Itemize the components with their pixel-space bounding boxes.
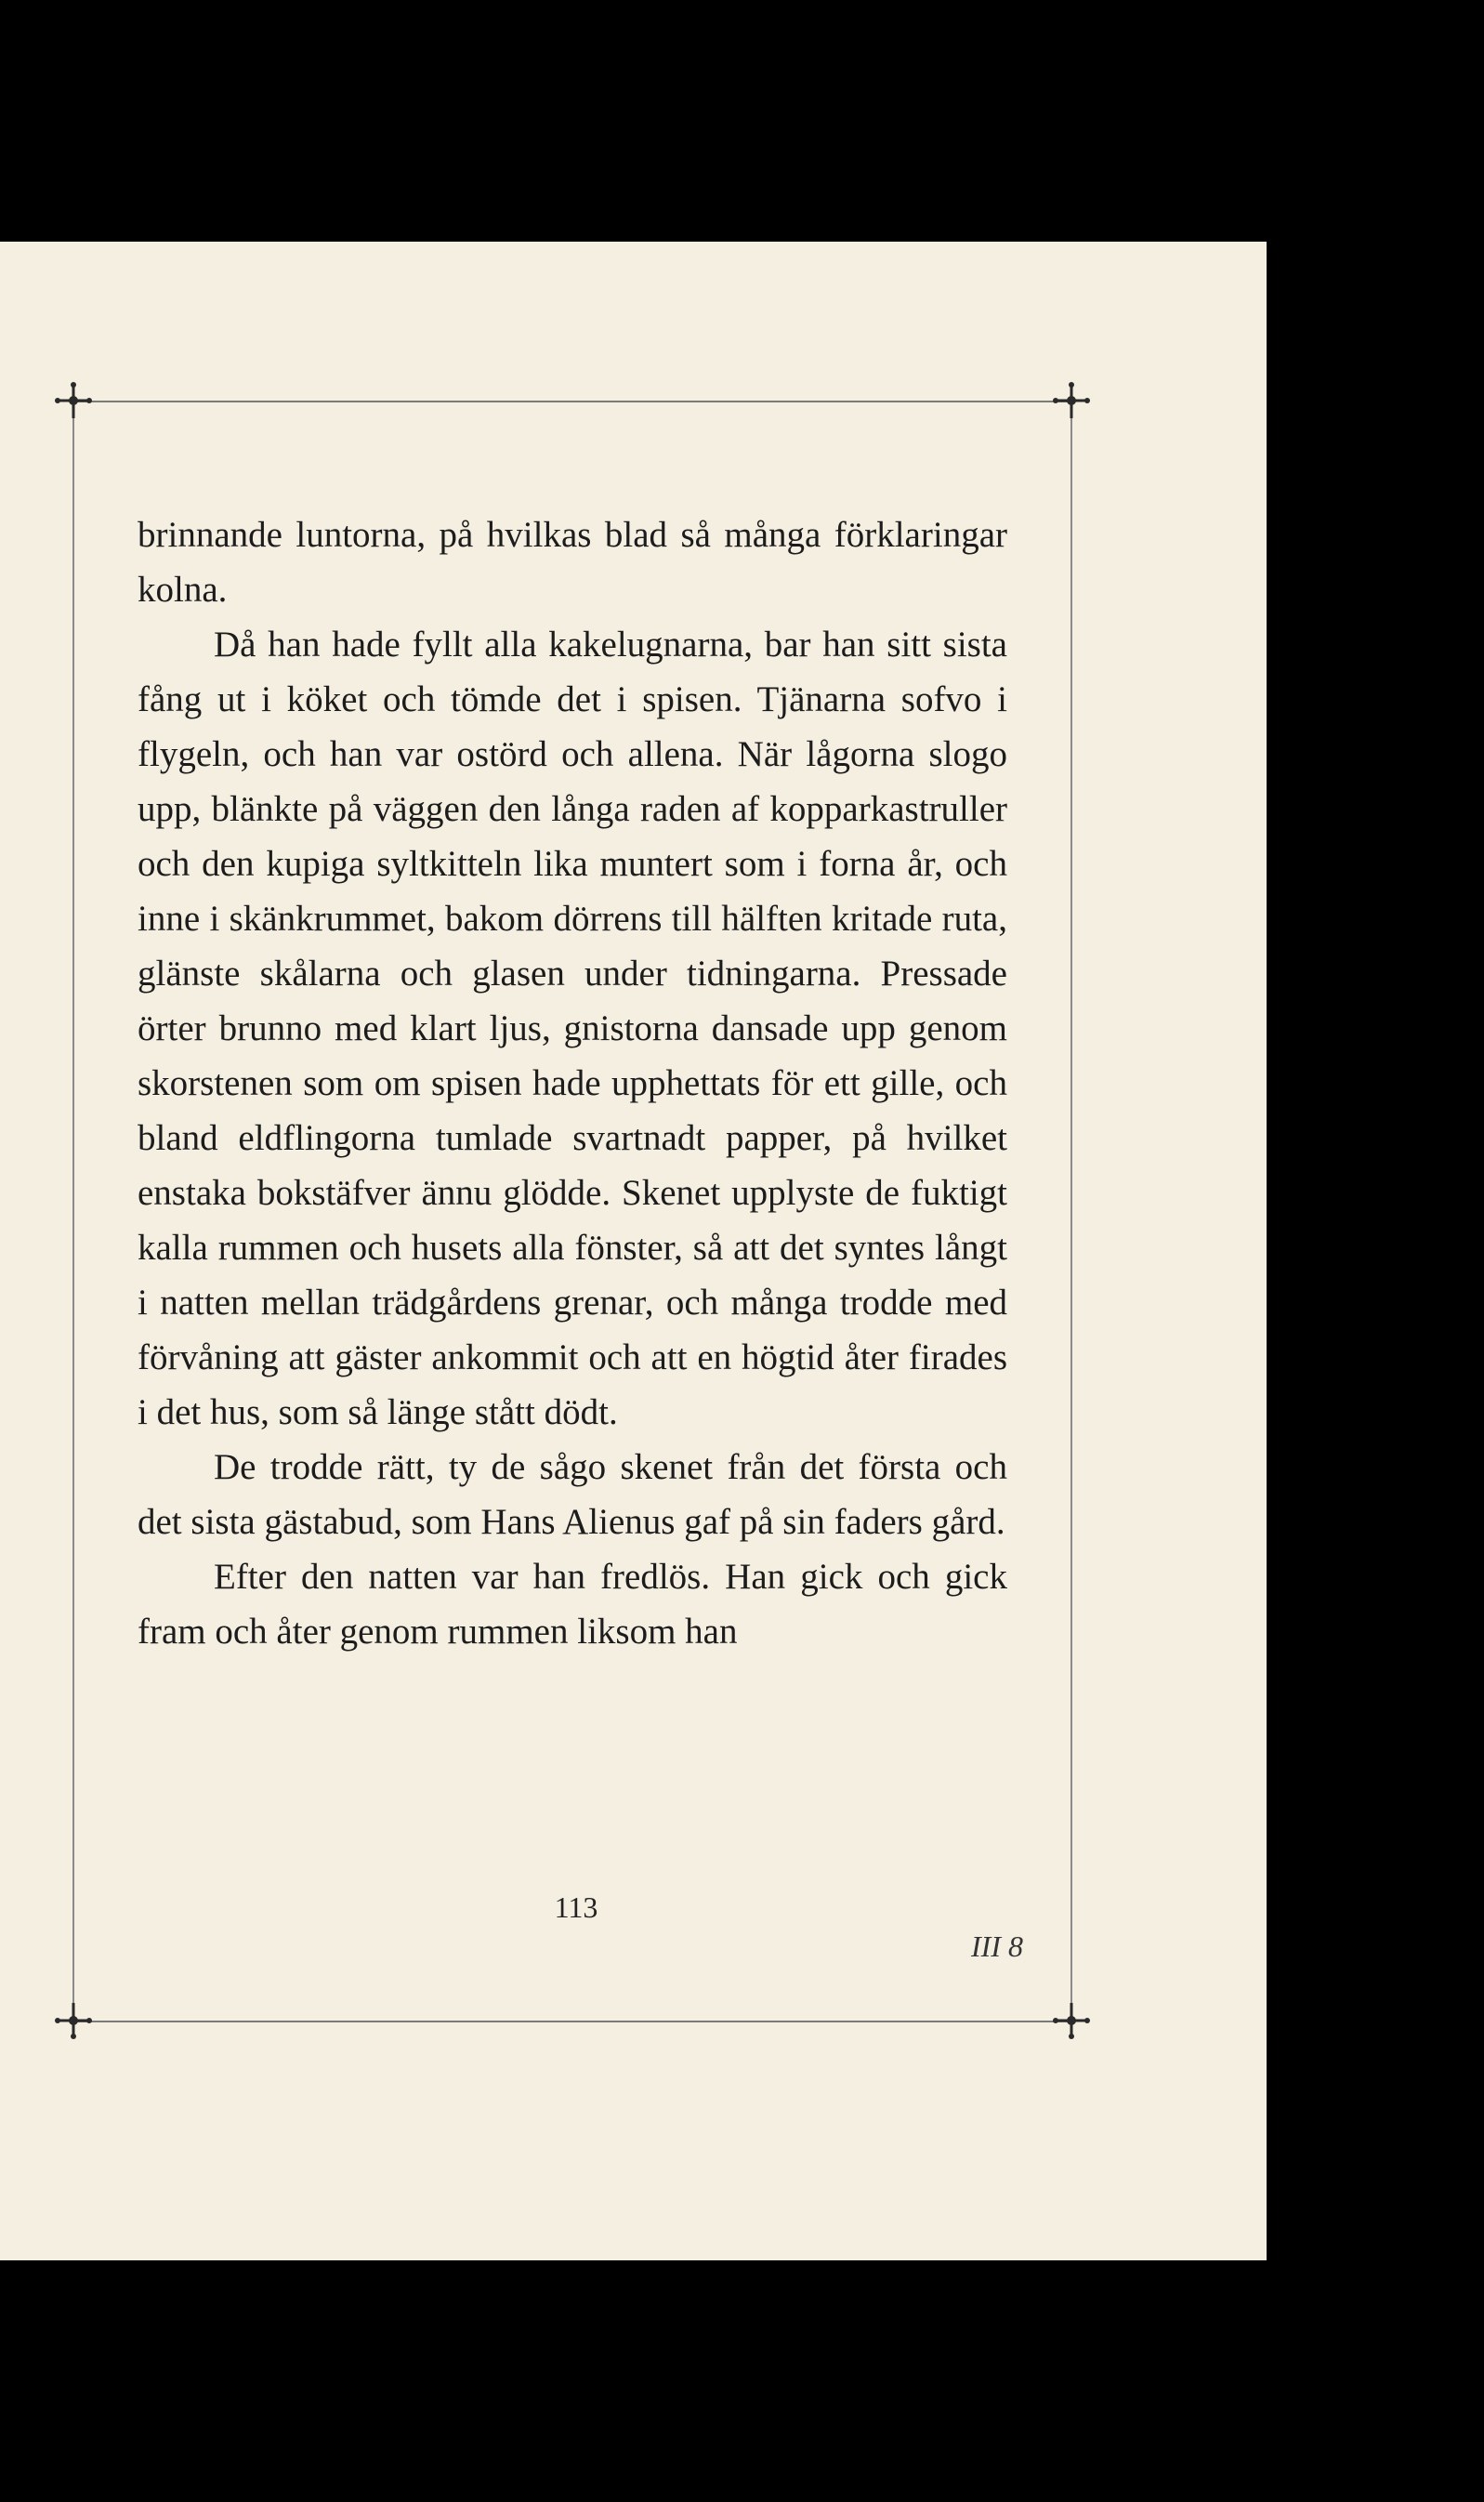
cross-ornament-icon (1048, 1997, 1095, 2044)
page-number: 113 (554, 1890, 598, 1924)
paragraph: De trodde rätt, ty de sågo skenet från det första och det sista gästabud, som Hans Alienus gaf på sin faders gård. (138, 1447, 1007, 1542)
paragraph: brinnande luntorna, på hvilkas blad så många förklaringar kolna. (138, 515, 1007, 610)
body-text (138, 507, 1007, 1659)
top-rule (74, 401, 1069, 402)
paragraph: Efter den natten var han fredlös. Han gick och gick fram och åter genom rummen liksom han (138, 1557, 1007, 1652)
signature-mark: III 8 (971, 1929, 1023, 1963)
cross-ornament-icon (50, 1997, 97, 2044)
cross-ornament-icon (50, 377, 97, 424)
left-rule (72, 418, 74, 2004)
paragraph: Då han hade fyllt alla kakelugnarna, bar han sitt sista fång ut i köket och tömde det i spisen. Tjänarna sofvo i flygeln, och han var ostörd och allena. När lågorna slogo upp, blänkte på väggen den långa raden af kopparkastruller och den kupiga syltkitteln lika muntert som i forna år, och inne i skänkrummet, bakom dörrens till hälften kritade ruta, glänste skålarna och glasen under tidningarna. Pressade örter brunno med klart ljus, gnistorna dansade upp genom skorstenen som om spisen hade upphettats för ett gille, och bland eldflingorna tumlade svartnadt papper, på hvilket enstaka bokstäfver ännu glödde. Skenet upplyste de fuktigt kalla rummen och husets alla fönster, så att det syntes långt i natten mellan trädgårdens grenar, och många trodde med förvåning att gäster ankommit och att en högtid åter firades i det hus, som så länge stått dödt. (138, 625, 1007, 1432)
right-rule (1070, 418, 1072, 2004)
bottom-rule (74, 2021, 1069, 2022)
cross-ornament-icon (1048, 377, 1095, 424)
